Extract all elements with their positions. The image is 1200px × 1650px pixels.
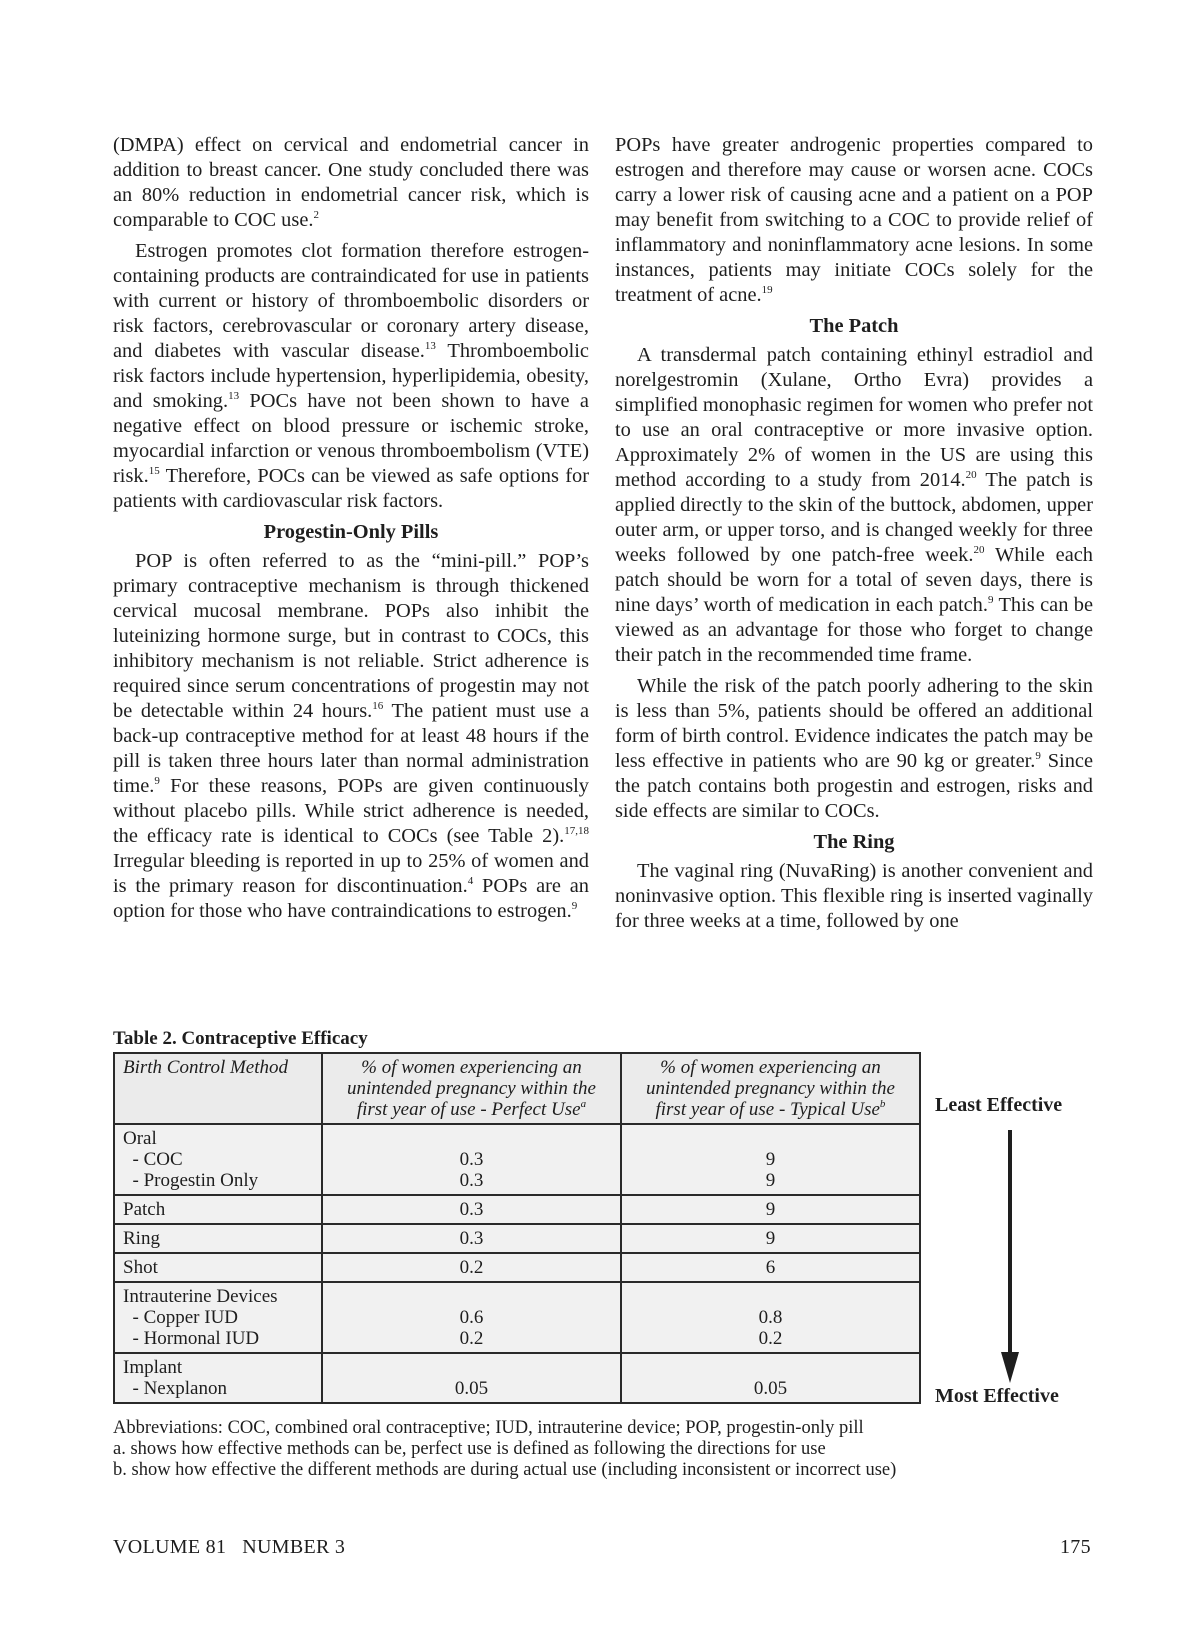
method-cell: Shot <box>114 1253 322 1282</box>
abbreviations-note: Abbreviations: COC, combined oral contraceptive; IUD, intrauterine device; POP, progestin-only pill <box>113 1418 864 1438</box>
perfect-use-cell: 0.3 <box>322 1224 621 1253</box>
typical-use-cell: 0.05 <box>621 1353 920 1403</box>
footnote-a: a. shows how effective methods can be, perfect use is defined as following the directions for use <box>113 1439 826 1459</box>
perfect-use-cell: 0.05 <box>322 1353 621 1403</box>
table-header-row <box>114 1053 920 1124</box>
perfect-use-cell: 0.6 0.2 <box>322 1282 621 1353</box>
table-title: Table 2. Contraceptive Efficacy <box>113 1028 368 1049</box>
method-cell: Oral - COC - Progestin Only <box>114 1124 322 1195</box>
table-row <box>114 1253 920 1282</box>
paragraph: (DMPA) effect on cervical and endometrial cancer in addition to breast cancer. One study concluded there was an 80% reduction in endometrial cancer risk, which is comparable to COC use.$^2$ <box>113 134 589 231</box>
perfect-use-cell: 0.3 0.3 <box>322 1124 621 1195</box>
table-row <box>114 1282 920 1353</box>
least-effective-label: Least Effective <box>935 1094 1063 1116</box>
paragraph: POP is often referred to as the “mini-pill.” POP’s primary contraceptive mechanism is through thickened cervical mucosal membrane. POPs also inhibit the luteinizing hormone surge, but in contrast to COCs, this inhibitory mechanism is not reliable. Strict adherence is required since serum concentrations of progestin may not be detectable within 24 hours.$^{16}$ The patient must use a back-up contraceptive method for at least 48 hours if the pill is taken three hours later than normal administration time.$^9$ For these reasons, POPs are given continuously without placebo pills. While strict adherence is needed, the efficacy rate is identical to COCs (see Table 2).$^{17,18}$ Irregular bleeding is reported in up to 25% of women and is the primary reason for discontinuation.$^4$ POPs are an option for those who have contraindications to estrogen.$^9$ <box>113 550 589 922</box>
paragraph: A transdermal patch containing ethinyl estradiol and norelgestromin (Xulane, Ortho Evra) provides a simplified monophasic regimen for women who prefer not to use an oral contraceptive or more invasive option. Approximately 2% of women in the US are using this method according to a study from 2014.20 The patch is applied directly to the skin of the buttock, abdomen, upper outer arm, or upper torso, and is changed weekly for three weeks followed by one patch-free week.$^{20}$ While each patch should be worn for a total of seven days, there is nine days’ worth of medication in each patch.$^9$ This can be viewed as an advantage for those who forget to change their patch in the recommended time frame. <box>615 344 1094 666</box>
table-notes <box>113 1418 1113 1481</box>
efficacy-table-block <box>113 1028 1103 1404</box>
efficacy-table <box>113 1052 921 1404</box>
table-row <box>114 1224 920 1253</box>
header-perfect-use: % of women experiencing an unintended pregnancy within the first year of use - Perfect Use$^a$ <box>322 1053 621 1124</box>
method-cell: Patch <box>114 1195 322 1224</box>
section-heading: Progestin-Only Pills <box>263 521 439 543</box>
paragraph: The vaginal ring (NuvaRing) is another convenient and noninvasive option. This flexible ring is inserted vaginally for three weeks at a time, followed by one <box>615 860 1093 932</box>
typical-use-cell: 0.8 0.2 <box>621 1282 920 1353</box>
typical-use-cell: 9 <box>621 1224 920 1253</box>
header-method: Birth Control Method <box>114 1053 322 1124</box>
typical-use-cell: 9 <box>621 1195 920 1224</box>
footer-volume: VOLUME 81 NUMBER 3 <box>113 1536 346 1558</box>
effectiveness-arrow-icon <box>1000 1130 1020 1383</box>
table-row <box>114 1124 920 1195</box>
right-column <box>615 133 1093 940</box>
paragraph: POPs have greater androgenic properties compared to estrogen and therefore may cause or worsen acne. COCs carry a lower risk of causing acne and a patient on a POP may benefit from switching to a COC to provide relief of inflammatory and noninflammatory acne lesions. In some instances, patients may initiate COCs solely for the treatment of acne.$^{19}$ <box>615 134 1093 306</box>
section-heading: The Patch <box>809 315 899 337</box>
perfect-use-cell: 0.3 <box>322 1195 621 1224</box>
typical-use-cell: 6 <box>621 1253 920 1282</box>
table-row <box>114 1353 920 1403</box>
header-typical-use: % of women experiencing an unintended pregnancy within the first year of use - Typical Use$^b$ <box>621 1053 920 1124</box>
typical-use-cell: 9 9 <box>621 1124 920 1195</box>
table-row <box>114 1195 920 1224</box>
method-cell: Ring <box>114 1224 322 1253</box>
paragraph: Estrogen promotes clot formation therefore estrogen-containing products are contraindicated for use in patients with current or history of thromboembolic disorders or risk factors, cerebrovascular or coronary artery disease, and diabetes with vascular disease.$^{13}$ Thromboembolic risk factors include hypertension, hyperlipidemia, obesity, and smoking.$^{13}$ POCs have not been shown to have a negative effect on blood pressure or ischemic stroke, myocardial infarction or venous thromboembolism (VTE) risk.$^{15}$ Therefore, POCs can be viewed as safe options for patients with cardiovascular risk factors. <box>113 240 589 512</box>
method-cell: Implant - Nexplanon <box>114 1353 322 1403</box>
footnote-b: b. show how effective the different methods are during actual use (including inconsistent or incorrect use) <box>113 1460 897 1480</box>
perfect-use-cell: 0.2 <box>322 1253 621 1282</box>
most-effective-label: Most Effective <box>935 1385 1059 1407</box>
paragraph: While the risk of the patch poorly adhering to the skin is less than 5%, patients should be offered an additional form of birth control. Evidence indicates the patch may be less effective in patients who are 90 kg or greater.$^9$ Since the patch contains both progestin and estrogen, risks and side effects are similar to COCs. <box>615 675 1093 822</box>
method-cell: Intrauterine Devices - Copper IUD - Hormonal IUD <box>114 1282 322 1353</box>
section-heading: The Ring <box>813 831 895 853</box>
page-number: 175 <box>1060 1536 1091 1558</box>
left-column <box>113 133 589 930</box>
